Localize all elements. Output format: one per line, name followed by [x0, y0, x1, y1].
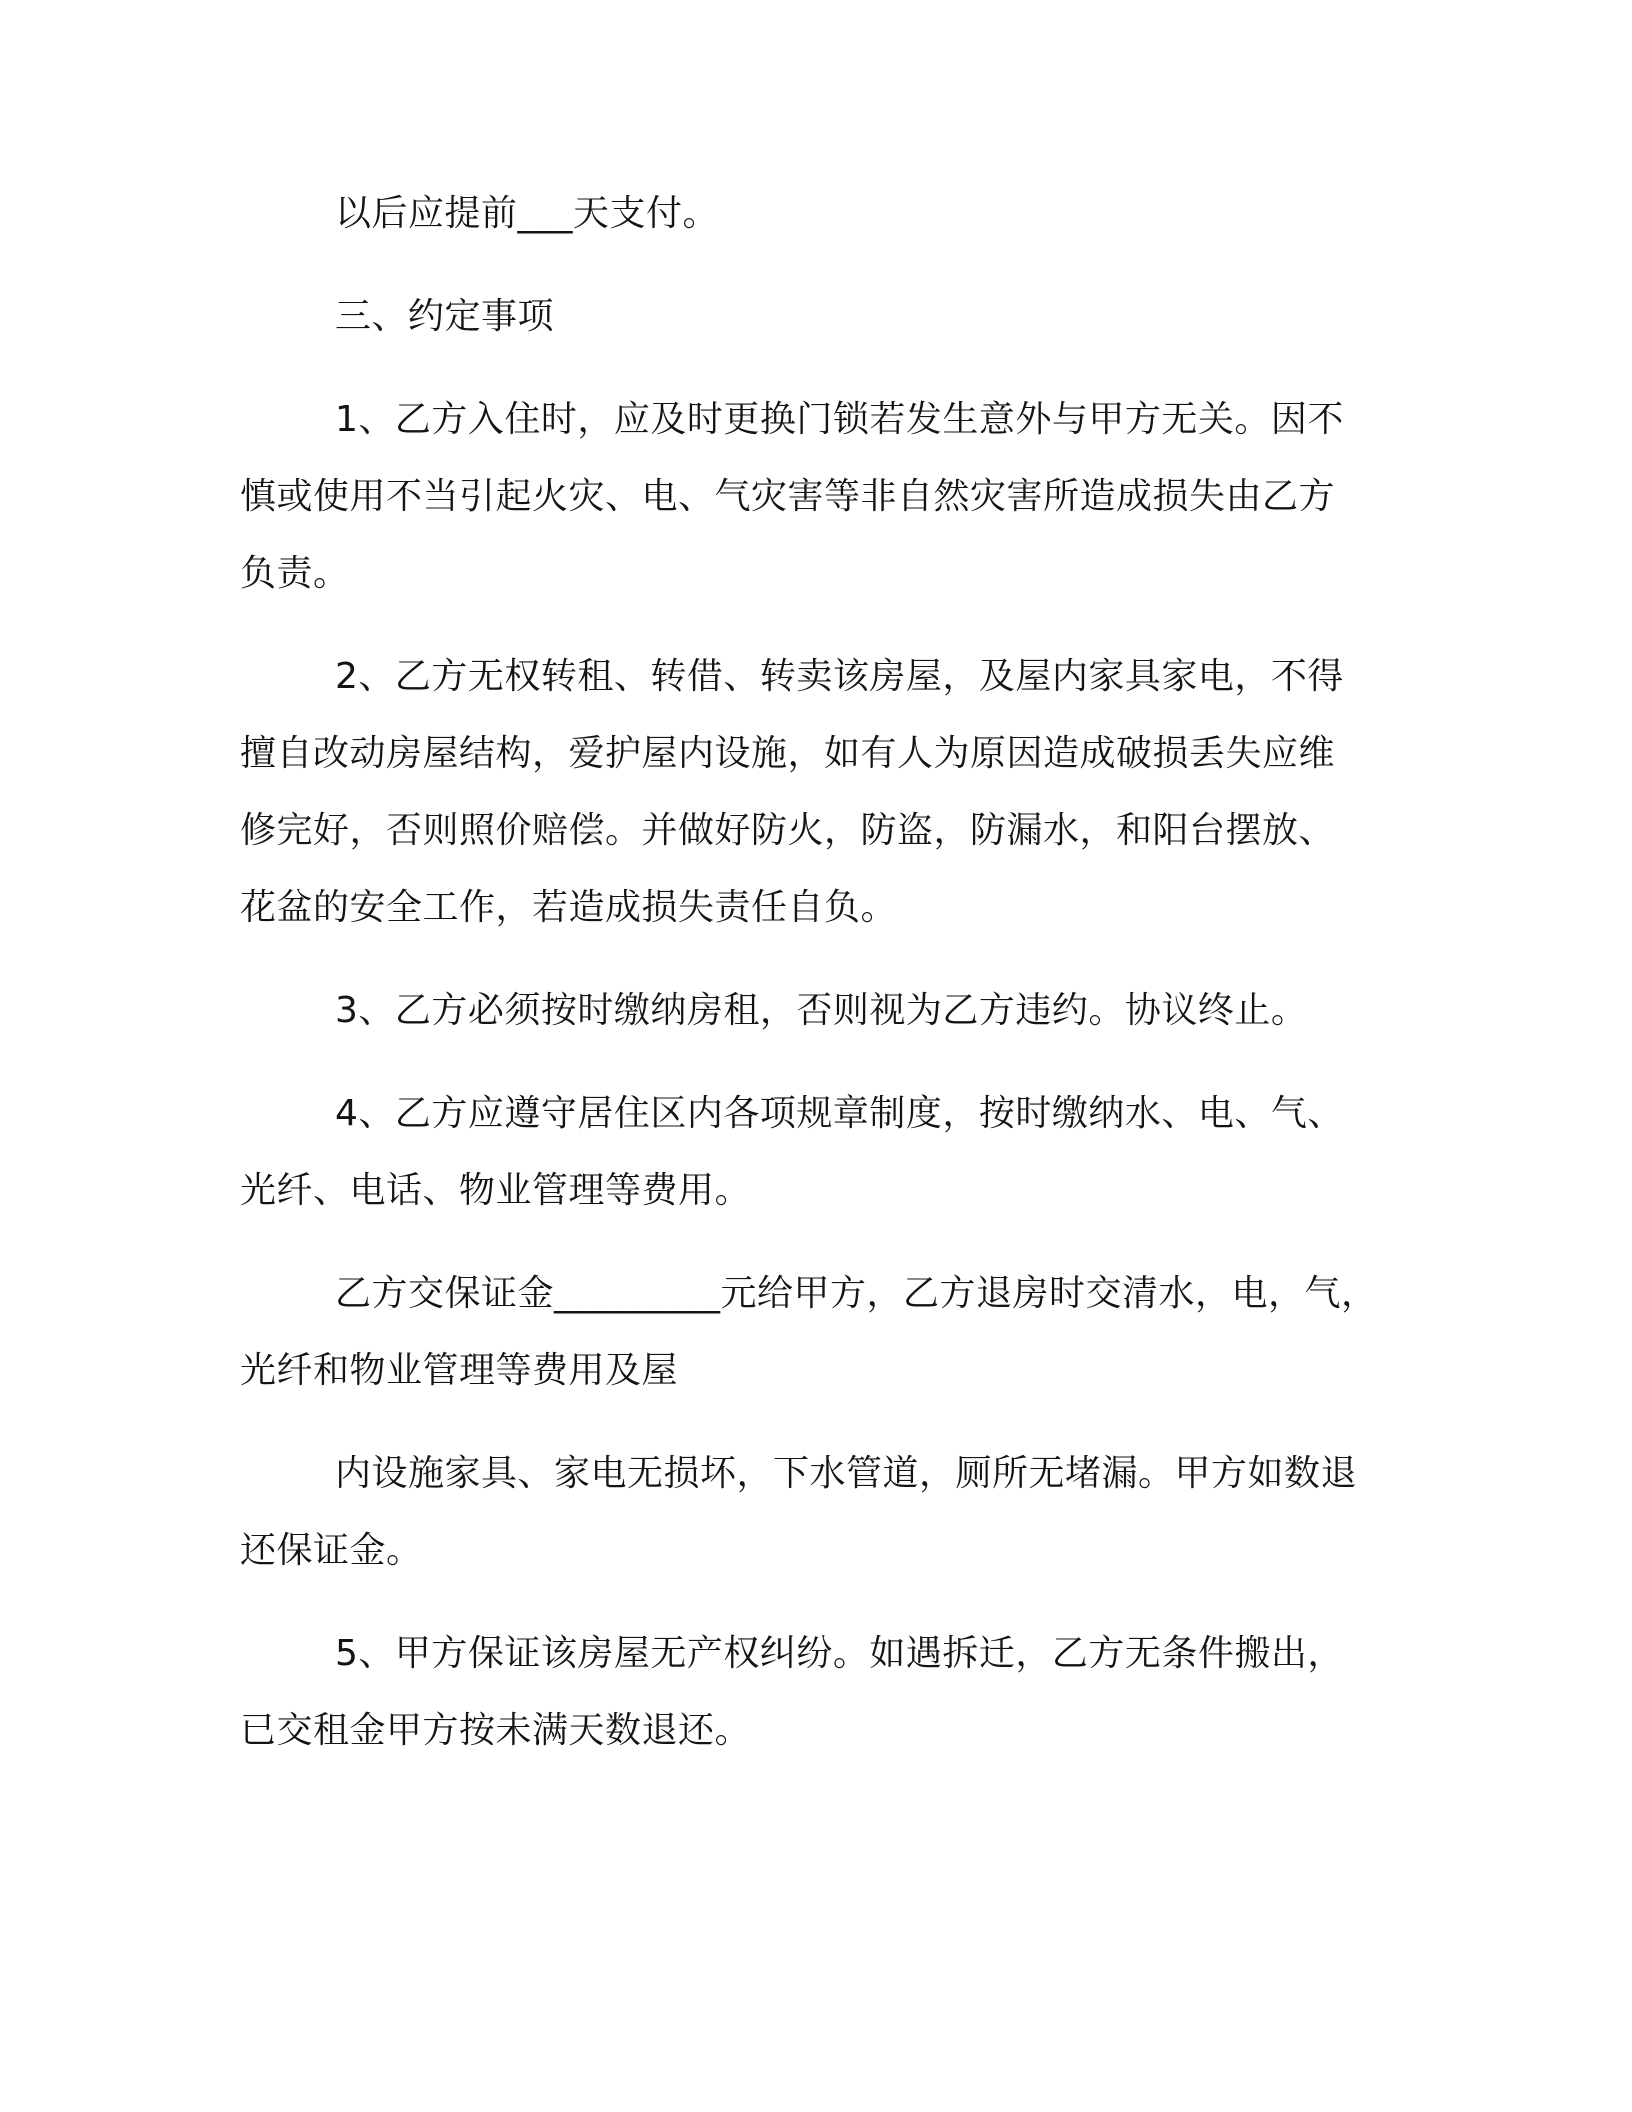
deposit-paragraph [240, 1255, 1380, 1409]
text-line: 光纤、电话、物业管理等费用。 [240, 1170, 752, 1211]
text-line: 花盆的安全工作，若造成损失责任自负。 [240, 887, 898, 928]
text-line: 3、乙方必须按时缴纳房租，否则视为乙方违约。协议终止。 [335, 990, 1308, 1031]
text-line: 负责。 [240, 553, 350, 594]
paragraph-payment-notice [240, 175, 1380, 252]
clause-3 [240, 972, 1380, 1049]
text-line: 三、约定事项 [335, 296, 555, 337]
text-line: 擅自改动房屋结构，爱护屋内设施，如有人为原因造成破损丢失应维 [240, 733, 1336, 774]
text-line: 还保证金。 [240, 1530, 423, 1571]
text-line: 内设施家具、家电无损坏，下水管道，厕所无堵漏。甲方如数退 [335, 1453, 1358, 1494]
text-line: 5、甲方保证该房屋无产权纠纷。如遇拆迁，乙方无条件搬出， [335, 1633, 1344, 1674]
text-line: 1、乙方入住时，应及时更换门锁若发生意外与甲方无关。因不 [335, 399, 1344, 440]
text-line: 以后应提前___天支付。 [335, 193, 720, 234]
text-line: 已交租金甲方按未满天数退还。 [240, 1710, 752, 1751]
clause-2 [240, 638, 1380, 946]
clause-1 [240, 381, 1380, 612]
text-line: 慎或使用不当引起火灾、电、气灾害等非自然灾害所造成损失由乙方 [240, 476, 1336, 517]
text-line: 光纤和物业管理等费用及屋 [240, 1350, 679, 1391]
text-line: 乙方交保证金_________元给甲方，乙方退房时交清水，电，气， [335, 1273, 1378, 1314]
text-line: 4、乙方应遵守居住区内各项规章制度，按时缴纳水、电、气、 [335, 1093, 1344, 1134]
text-line: 2、乙方无权转租、转借、转卖该房屋，及屋内家具家电，不得 [335, 656, 1344, 697]
clause-4 [240, 1075, 1380, 1229]
deposit-continuation [240, 1435, 1380, 1589]
clause-5 [240, 1615, 1380, 1769]
text-line: 修完好，否则照价赔偿。并做好防火，防盗，防漏水，和阳台摆放、 [240, 810, 1336, 851]
document-body [240, 175, 1380, 1795]
section-heading-agreed-matters [240, 278, 1380, 355]
